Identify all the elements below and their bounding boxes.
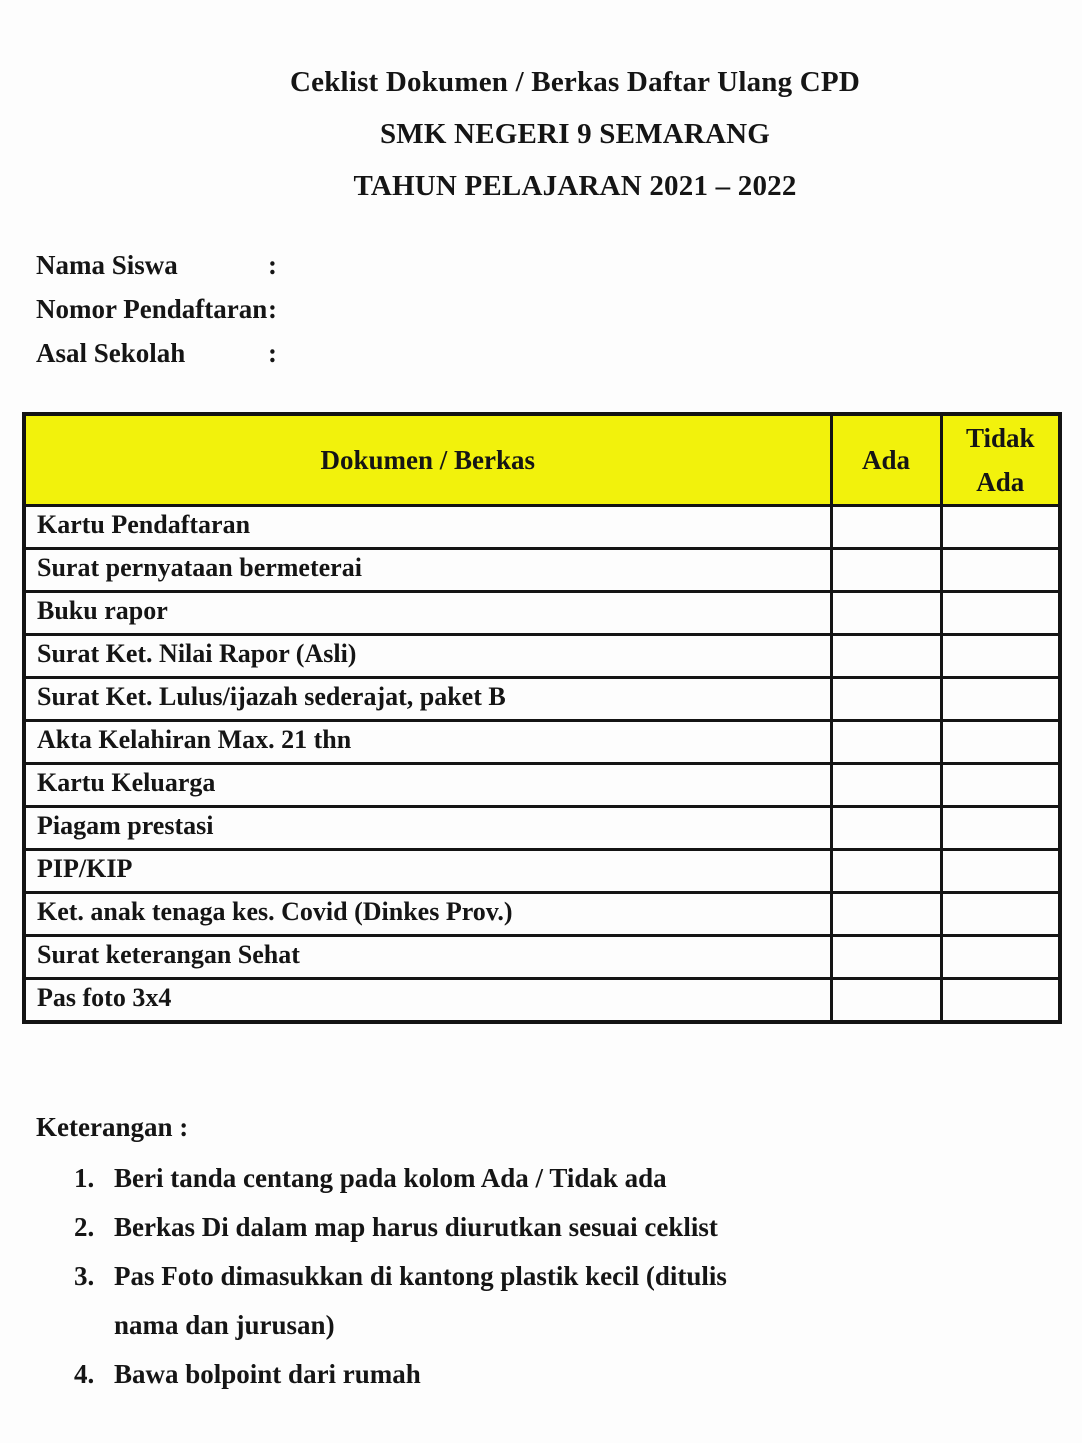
table-row — [24, 549, 1060, 592]
info-field-row — [36, 294, 1082, 338]
table-row — [24, 635, 1060, 678]
tidak-ada-check-cell — [941, 549, 1060, 592]
checklist-table-wrap — [22, 412, 1082, 1024]
notes-heading: Keterangan : — [36, 1111, 189, 1142]
note-item: Bawa bolpoint dari rumah — [114, 1358, 421, 1389]
ada-check-cell — [831, 635, 941, 678]
table-row — [24, 850, 1060, 893]
tidak-ada-check-cell — [941, 506, 1060, 549]
tidak-ada-check-cell — [941, 807, 1060, 850]
table-row — [24, 893, 1060, 936]
tidak-ada-check-cell — [941, 850, 1060, 893]
notes-list — [74, 1154, 794, 1399]
ada-check-cell — [831, 893, 941, 936]
notes-block — [36, 1104, 1082, 1399]
note-item: Pas Foto dimasukkan di kantong plastik kecil (ditulis nama dan jurusan) — [114, 1260, 727, 1340]
info-field-separator: : — [268, 338, 277, 368]
column-header-tidak-ada: Tidak Ada — [941, 414, 1060, 506]
table-row — [24, 592, 1060, 635]
info-field-separator: : — [268, 250, 277, 280]
school-name: SMK NEGERI 9 SEMARANG — [379, 118, 771, 150]
document-name-cell: Kartu Pendaftaran — [24, 506, 831, 549]
document-name-cell: Pas foto 3x4 — [24, 979, 831, 1022]
ada-check-cell — [831, 506, 941, 549]
ada-check-cell — [831, 764, 941, 807]
column-header-ada: Ada — [831, 414, 941, 506]
ada-check-cell — [831, 549, 941, 592]
tidak-ada-check-cell — [941, 635, 1060, 678]
note-item: Berkas Di dalam map harus diurutkan sesuai ceklist — [114, 1211, 718, 1242]
ada-check-cell — [831, 936, 941, 979]
info-field-row — [36, 338, 1082, 382]
table-row — [24, 764, 1060, 807]
ada-check-cell — [831, 807, 941, 850]
document-name-cell: Piagam prestasi — [24, 807, 831, 850]
tidak-ada-check-cell — [941, 678, 1060, 721]
info-field-label: Nomor Pendaftaran — [36, 294, 268, 324]
title-block — [0, 0, 1082, 212]
tidak-ada-check-cell — [941, 979, 1060, 1022]
document-name-cell: Kartu Keluarga — [24, 764, 831, 807]
table-row — [24, 721, 1060, 764]
note-item: Beri tanda centang pada kolom Ada / Tidak ada — [114, 1162, 667, 1193]
checklist-table — [22, 412, 1062, 1024]
document-name-cell: Buku rapor — [24, 592, 831, 635]
info-field-label: Nama Siswa — [36, 250, 178, 280]
ada-check-cell — [831, 979, 941, 1022]
document-name-cell: Surat Ket. Lulus/ijazah sederajat, paket B — [24, 678, 831, 721]
info-field-separator: : — [268, 294, 277, 324]
tidak-ada-check-cell — [941, 936, 1060, 979]
document-title: Ceklist Dokumen / Berkas Daftar Ulang CPD — [290, 66, 860, 98]
student-info-block — [36, 250, 1082, 382]
column-header-dokumen-berkas: Dokumen / Berkas — [24, 414, 831, 506]
document-name-cell: Akta Kelahiran Max. 21 thn — [24, 721, 831, 764]
table-row — [24, 506, 1060, 549]
table-row — [24, 936, 1060, 979]
document-name-cell: Surat Ket. Nilai Rapor (Asli) — [24, 635, 831, 678]
checklist-table-header — [24, 414, 1060, 506]
document-name-cell: PIP/KIP — [24, 850, 831, 893]
info-field-row — [36, 250, 1082, 294]
ada-check-cell — [831, 678, 941, 721]
document-name-cell: Surat keterangan Sehat — [24, 936, 831, 979]
ada-check-cell — [831, 850, 941, 893]
tidak-ada-check-cell — [941, 893, 1060, 936]
table-row — [24, 678, 1060, 721]
checklist-table-body — [24, 506, 1060, 1022]
tidak-ada-check-cell — [941, 592, 1060, 635]
info-field-label: Asal Sekolah — [36, 338, 186, 368]
ada-check-cell — [831, 721, 941, 764]
table-row — [24, 979, 1060, 1022]
tidak-ada-check-cell — [941, 764, 1060, 807]
tidak-ada-check-cell — [941, 721, 1060, 764]
document-name-cell: Surat pernyataan bermeterai — [24, 549, 831, 592]
ada-check-cell — [831, 592, 941, 635]
document-name-cell: Ket. anak tenaga kes. Covid (Dinkes Prov.) — [24, 893, 831, 936]
table-row — [24, 807, 1060, 850]
academic-year: TAHUN PELAJARAN 2021 – 2022 — [353, 170, 797, 202]
